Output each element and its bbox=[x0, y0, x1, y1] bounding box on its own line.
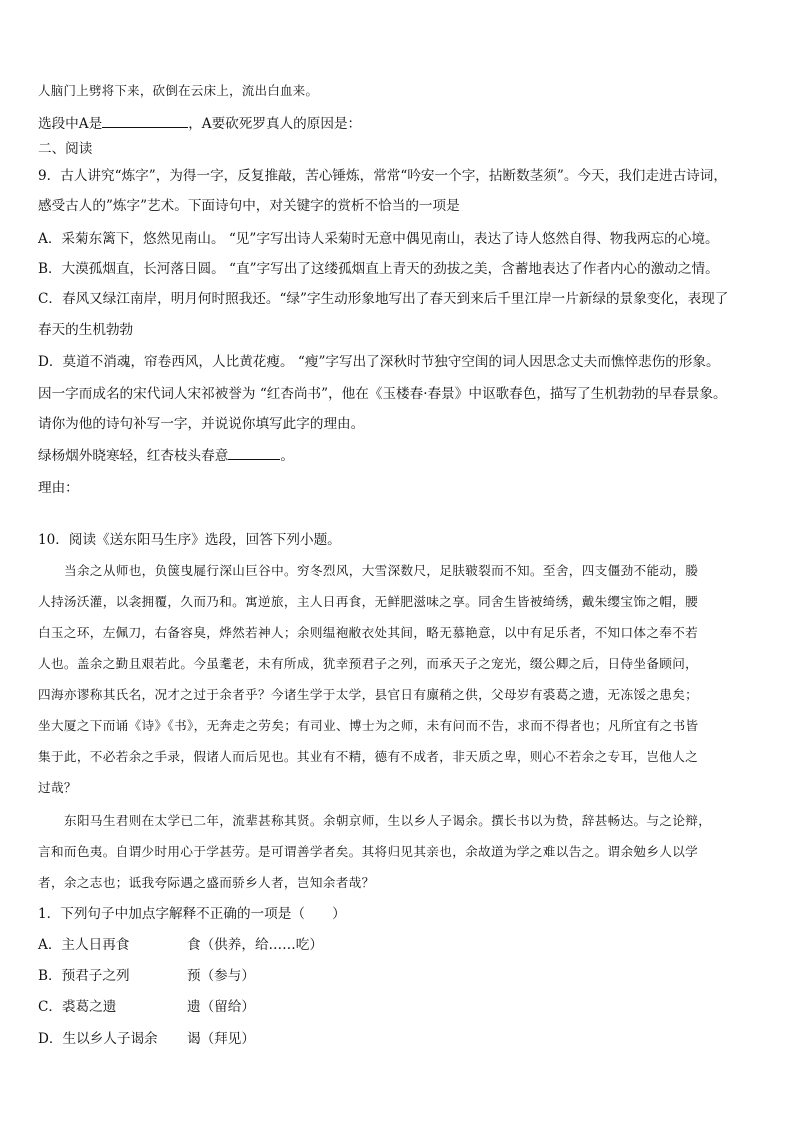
q9-option-c: C．春风又绿江南岸，明月何时照我还。“绿”字生动形象地写出了春天到来后千里江岸一片新绿的景象变化，表现了 bbox=[38, 291, 729, 307]
passage-line: 过哉？ bbox=[38, 780, 77, 795]
passage2-line: 东阳马生君则在太学已二年，流辈甚称其贤。余朝京师，生以乡人子谒余。撰长书以为贽，辞甚畅达。与之论辩， bbox=[64, 813, 712, 828]
passage2-line: 者，余之志也；诋我夸际遇之盛而骄乡人者，岂知余者哉？ bbox=[38, 875, 375, 890]
q8-prefix: 选段中A是 bbox=[38, 116, 103, 132]
q9-fill-text: 绿杨烟外晓寒轻，红杏枝头春意 bbox=[38, 448, 229, 464]
q9-reason-label: 理由： bbox=[38, 480, 79, 496]
sub1-option-a-gloss: 食（供养，给……吃） bbox=[187, 937, 323, 953]
q9-extra-line-2: 请你为他的诗句补写一字，并说说你填写此字的理由。 bbox=[38, 416, 365, 432]
sub1-option-d-sentence: D．生以乡人子谒余 bbox=[38, 1031, 158, 1047]
q9-stem-line-1: 9．古人讲究“炼字”，为得一字，反复推敲，苦心锤炼，常常“吟安一个字，拈断数茎须”。今天，我们走进古诗词， bbox=[38, 168, 727, 184]
passage-line: 坐大厦之下而诵《诗》《书》，无奔走之劳矣；有司业、博士为之师，未有问而不告，求而不得者也；凡所宜有之书皆 bbox=[38, 718, 699, 733]
sub1-option-c-gloss: 遗（留给） bbox=[187, 999, 255, 1015]
q9-answer-blank[interactable] bbox=[228, 447, 280, 460]
q9-stem-line-2: 感受古人的”炼字”艺术。下面诗句中，对关键字的赏析不恰当的一项是 bbox=[38, 198, 460, 214]
passage-excerpt-end: 人脑门上劈将下来，砍倒在云床上，流出白血来。 bbox=[38, 83, 319, 98]
q9-extra-line-1: 因一字而成名的宋代词人宋祁被誉为 “红杏尚书”，他在《玉楼春·春景》中讴歌春色，描写了生机勃勃的早春景象。 bbox=[38, 386, 727, 402]
passage-line: 人也。盖余之勤且艰若此。今虽耄老，未有所成，犹幸预君子之列，而承天子之宠光，缀公卿之后，日侍坐备顾问， bbox=[38, 656, 699, 671]
sub1-option-d-gloss: 谒（拜见） bbox=[187, 1031, 255, 1047]
q9-option-b: B．大漠孤烟直，长河落日圆。 “直”字写出了这缕孤烟直上青天的劲拔之美，含蓄地表达了作者内心的激动之情。 bbox=[38, 261, 719, 277]
sub-question-1-stem: 1．下列句子中加点字解释不正确的一项是（ ） bbox=[38, 906, 346, 922]
passage-line: 四海亦谬称其氏名，况才之过于余者乎？今诸生学于太学，县官日有廪稍之供，父母岁有裘葛之遗，无冻馁之患矣； bbox=[38, 687, 699, 702]
q8-answer-blank[interactable] bbox=[102, 115, 188, 128]
section-heading-reading: 二、阅读 bbox=[38, 141, 93, 157]
sub1-option-b-gloss: 预（参与） bbox=[187, 968, 255, 984]
sub1-option-b-sentence: B．预君子之列 bbox=[38, 968, 130, 984]
q9-option-a: A．采菊东篱下，悠然见南山。 “见”字写出诗人采菊时无意中偶见南山，表达了诗人悠然自得、物我两忘的心境。 bbox=[38, 231, 719, 247]
q9-option-d: D．莫道不消魂，帘卷西风，人比黄花瘦。 “瘦”字写出了深秋时节独守空闺的词人因思念丈夫而憔悴悲伤的形象。 bbox=[38, 354, 720, 370]
q9-fill-end: 。 bbox=[280, 448, 294, 464]
q8-suffix: ，A要砍死罗真人的原因是： bbox=[188, 116, 362, 132]
passage-line: 白玉之环，左佩刀，右备容臭，烨然若神人；余则缊袍敝衣处其间，略无慕艳意，以中有足乐者，不知口体之奉不若 bbox=[38, 625, 699, 640]
q9-option-c-cont: 春天的生机勃勃 bbox=[38, 322, 134, 338]
passage-line: 人持汤沃灌，以衾拥覆，久而乃和。寓逆旅，主人日再食，无鲜肥滋味之享。同舍生皆被绮绣，戴朱缨宝饰之帽，腰 bbox=[38, 594, 699, 609]
sub1-option-a-sentence: A．主人日再食 bbox=[38, 937, 130, 953]
passage-line: 当余之从师也，负箧曳屣行深山巨谷中。穷冬烈风，大雪深数尺，足肤皲裂而不知。至舍，四支僵劲不能动，媵 bbox=[64, 563, 699, 578]
question-8-fill bbox=[38, 115, 758, 133]
q10-stem: 10．阅读《送东阳马生序》选段，回答下列小题。 bbox=[38, 532, 341, 548]
q9-fill-line bbox=[38, 447, 758, 465]
passage2-line: 言和而色夷。自谓少时用心于学甚劳。是可谓善学者矣。其将归见其亲也，余故道为学之难以告之。谓余勉乡人以学 bbox=[38, 844, 699, 859]
sub1-option-c-sentence: C．裘葛之遗 bbox=[38, 999, 117, 1015]
passage-line: 集于此，不必若余之手录，假诸人而后见也。其业有不精，德有不成者，非天质之卑，则心不若余之专耳，岂他人之 bbox=[38, 749, 699, 764]
